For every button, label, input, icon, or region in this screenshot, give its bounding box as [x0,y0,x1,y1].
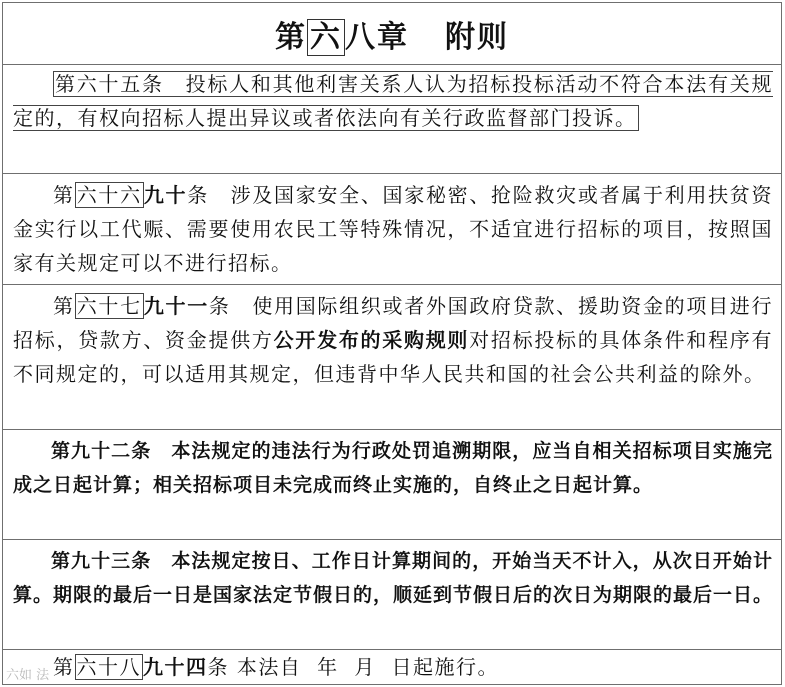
article-paragraph: 第 六十七 九十一条 使用国际组织或者外国政府贷款、援助资金的项目进行招标，贷款方、资金提供方公开发布的采购规则对招标投标的具体条件和程序有不同规定的，可以适用其规定，但违背中华人民共和国的社会公共利益的除外。 [13,294,774,386]
inserted-article-number: 九十一 [143,294,209,318]
chapter-title-row [3,3,781,65]
inserted-text: 公开发布的采购规则 [273,328,470,352]
article-text: 本法自 年 月 日起施行。 [229,655,500,679]
article-paragraph-new [3,430,781,502]
article-paragraph-new [3,540,781,612]
article-row [3,650,781,684]
article-row [3,65,781,174]
document-page [2,2,782,685]
article-text: 使用国际组织或者外国政府贷款、援助资金的项目进行招标，贷款方、资金提供方 [13,294,773,352]
article-text: 本法规定按日、工作日计算期间的，开始当天不计入，从次日开始计算。期限的最后一日是国家法定节假日的，顺延到节假日后的次日为期限的最后一日。 [13,550,774,606]
article-heading: 第九十二条 [51,440,152,462]
article-paragraph: 第 六十六 九十条 涉及国家安全、国家秘密、抢险救灾或者属于利用扶贫资金实行以工代赈、需要使用农民工等特殊情况，不适宜进行招标的项目，按照国家有关规定可以不进行招标。 [13,183,773,275]
chapter-name: 附则 [445,19,509,55]
article-text: 涉及国家安全、国家秘密、抢险救灾或者属于利用扶贫资金实行以工代赈、需要使用农民工等特殊情况，不适宜进行招标的项目，按照国家有关规定可以不进行招标。 [13,183,773,275]
article-deleted [3,65,781,135]
watermark: 六如 法 [6,668,50,683]
inserted-article-number: 九十四 [143,655,208,679]
article-paragraph: 第 六十八 九十四条 本法自 年 月 日起施行。 [53,655,500,679]
article-text: 本法规定的违法行为行政处罚追溯期限，应当自相关招标项目实施完成之日起计算；相关招标项目未完成而终止实施的，自终止之日起计算。 [13,440,773,496]
article-text: 对招标投标的具体条件和程序有不同规定的，可以适用其规定，但违背中华人民共和国的社会公共利益的除外。 [13,328,774,386]
inserted-article-number: 九十 [143,183,188,207]
deleted-article-number: 六十八 [76,655,141,679]
article-heading: 第九十三条 [51,550,152,572]
deleted-article-number: 六十六 [76,183,142,207]
article-row [3,174,781,285]
article-row [3,285,781,430]
deleted-article-number: 六十七 [76,294,142,318]
chapter-title: 第 六 八章 附则 [275,19,509,55]
article-row [3,430,781,540]
deleted-chapter-number: 六 [307,19,345,56]
deleted-article-text: 第六十五条 投标人和其他利害关系人认为招标投标活动不符合本法有关规定的，有权向招标人提出异议或者依法向有关行政监督部门投诉。 [13,72,773,130]
article-row [3,540,781,650]
